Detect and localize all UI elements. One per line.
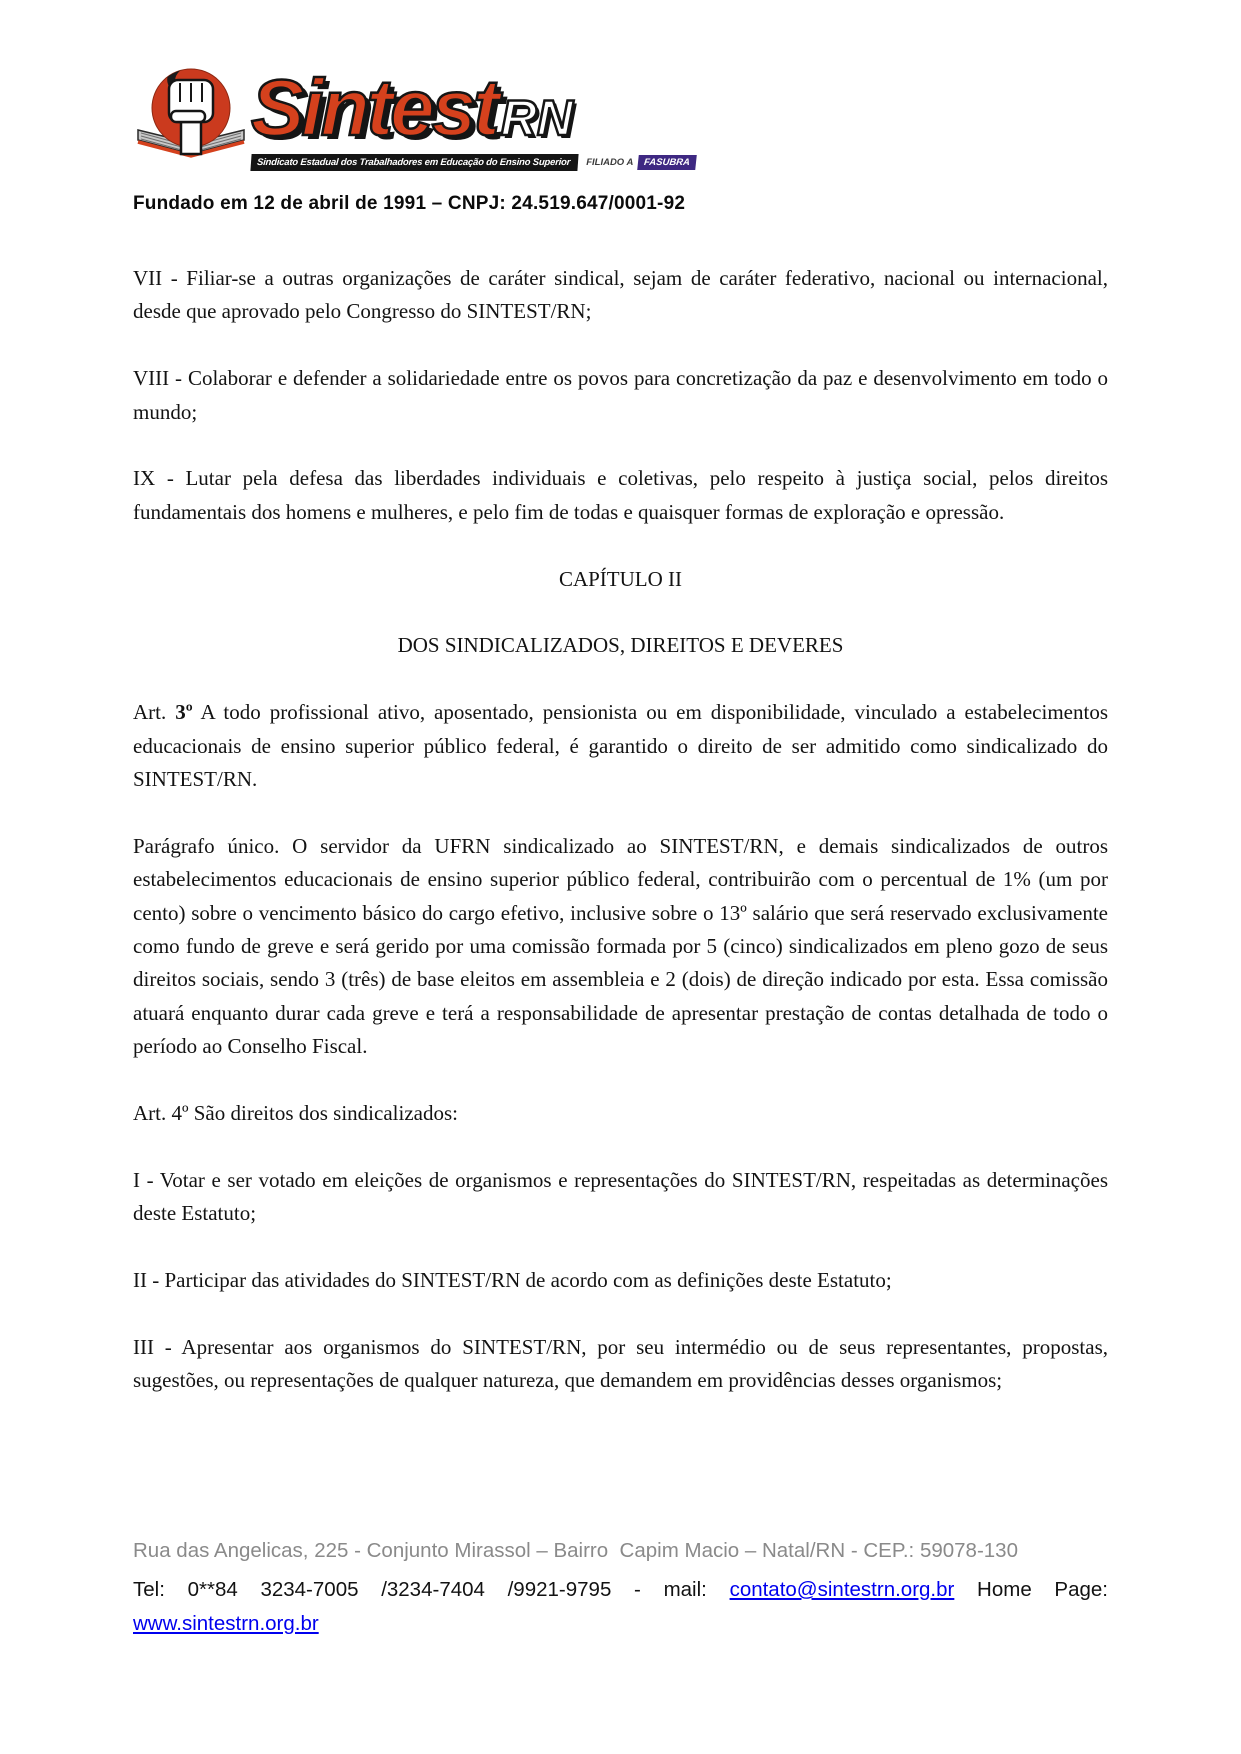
page-footer	[133, 1538, 1108, 1637]
chapter-heading: CAPÍTULO II	[558, 566, 683, 591]
statute-paragrafo-unico: Parágrafo único. O servidor da UFRN sindicalizado ao SINTEST/RN, e demais sindicalizados de outros estabelecimentos educacionais de ensino superior público federal, contribuirão com o percentual de 1% (um por cento) sobre o vencimento básico do cargo efetivo, inclusive sobre o 13º salário que será reservado exclusivamente como fundo de greve e será gerido por uma comissão formada por 5 (cinco) sindicalizados em pleno gozo de seus direitos sociais, sendo 3 (três) de base eleitos em assembleia e 2 (dois) de direção indicado por esta. Essa comissão atuará enquanto durar cada greve e terá a responsabilidade de apresentar prestação de contas detalhada de todo o período ao Conselho Fiscal.	[133, 833, 1108, 1059]
fist-book-logo-icon	[133, 68, 249, 168]
letterhead	[133, 63, 1108, 215]
statute-item-i: I - Votar e ser votado em eleições de organismos e representações do SINTEST/RN, respeitadas as determinações deste Estatuto;	[133, 1167, 1108, 1226]
footer-contact-suffix: Home Page:	[954, 1578, 1108, 1601]
chapter-subheading: DOS SINDICALIZADOS, DIREITOS E DEVERES	[397, 633, 844, 658]
logo-tagline: Sindicato Estadual dos Trabalhadores em Educação do Ensino Superior	[250, 154, 578, 171]
sintest-logo	[133, 63, 1108, 171]
statute-art4: Art. 4º São direitos dos sindicalizados:	[133, 1101, 458, 1126]
statute-item-viii: VIII - Colaborar e defender a solidariedade entre os povos para concretização da paz e desenvolvimento em todo o mundo;	[133, 366, 1108, 424]
founded-cnpj-line: Fundado em 12 de abril de 1991 – CNPJ: 24.519.647/0001-92	[133, 193, 686, 214]
statute-item-ix: IX - Lutar pela defesa das liberdades individuais e coletivas, pelo respeito à justiça social, pelos direitos fundamentais dos homens e mulheres, e pelo fim de todas e quaisquer formas de exploração e opressão.	[133, 466, 1108, 524]
logo-text-block	[251, 63, 696, 171]
statute-item-vii: VII - Filiar-se a outras organizações de caráter sindical, sejam de caráter federativo, nacional ou internacional, desde que aprovado pelo Congresso do SINTEST/RN;	[133, 266, 1108, 324]
affiliation-badge: FASUBRA	[638, 155, 697, 170]
logo-wordmark: Sintest	[251, 63, 497, 152]
logo-wordmark-row	[251, 63, 696, 152]
footer-homepage-line	[133, 1611, 1108, 1637]
footer-address: Rua das Angelicas, 225 - Conjunto Mirassol – Bairro Capim Macio – Natal/RN - CEP.: 59078-130	[133, 1539, 1018, 1562]
statute-art3	[133, 696, 1108, 796]
footer-contact-line	[133, 1577, 1108, 1603]
art3-number: 3º	[175, 700, 193, 725]
statute-item-iii: III - Apresentar aos organismos do SINTEST/RN, por seu intermédio ou de seus representantes, propostas, sugestões, ou representações de qualquer natureza, que demandem em providências desses organismos;	[133, 1334, 1108, 1393]
footer-contact-prefix: Tel: 0**84 3234-7005 /3234-7404 /9921-9795 - mail:	[133, 1578, 730, 1601]
logo-banner-row	[251, 154, 696, 171]
homepage-link[interactable]: www.sintestrn.org.br	[133, 1612, 319, 1635]
affiliation-label: FILIADO A	[586, 157, 634, 168]
logo-wordmark-suffix: RN	[500, 90, 573, 146]
art3-text: A todo profissional ativo, aposentado, pensionista ou em disponibilidade, vinculado a estabelecimentos educacionais de ensino superior público federal, é garantido o direito de ser admitido como sindicalizado do SINTEST/RN.	[133, 700, 1108, 792]
statute-text	[133, 262, 1108, 1431]
statute-item-ii: II - Participar das atividades do SINTEST/RN de acordo com as definições deste Estatuto;	[133, 1268, 892, 1293]
art3-prefix: Art.	[133, 700, 176, 725]
email-link[interactable]: contato@sintestrn.org.br	[729, 1578, 955, 1601]
